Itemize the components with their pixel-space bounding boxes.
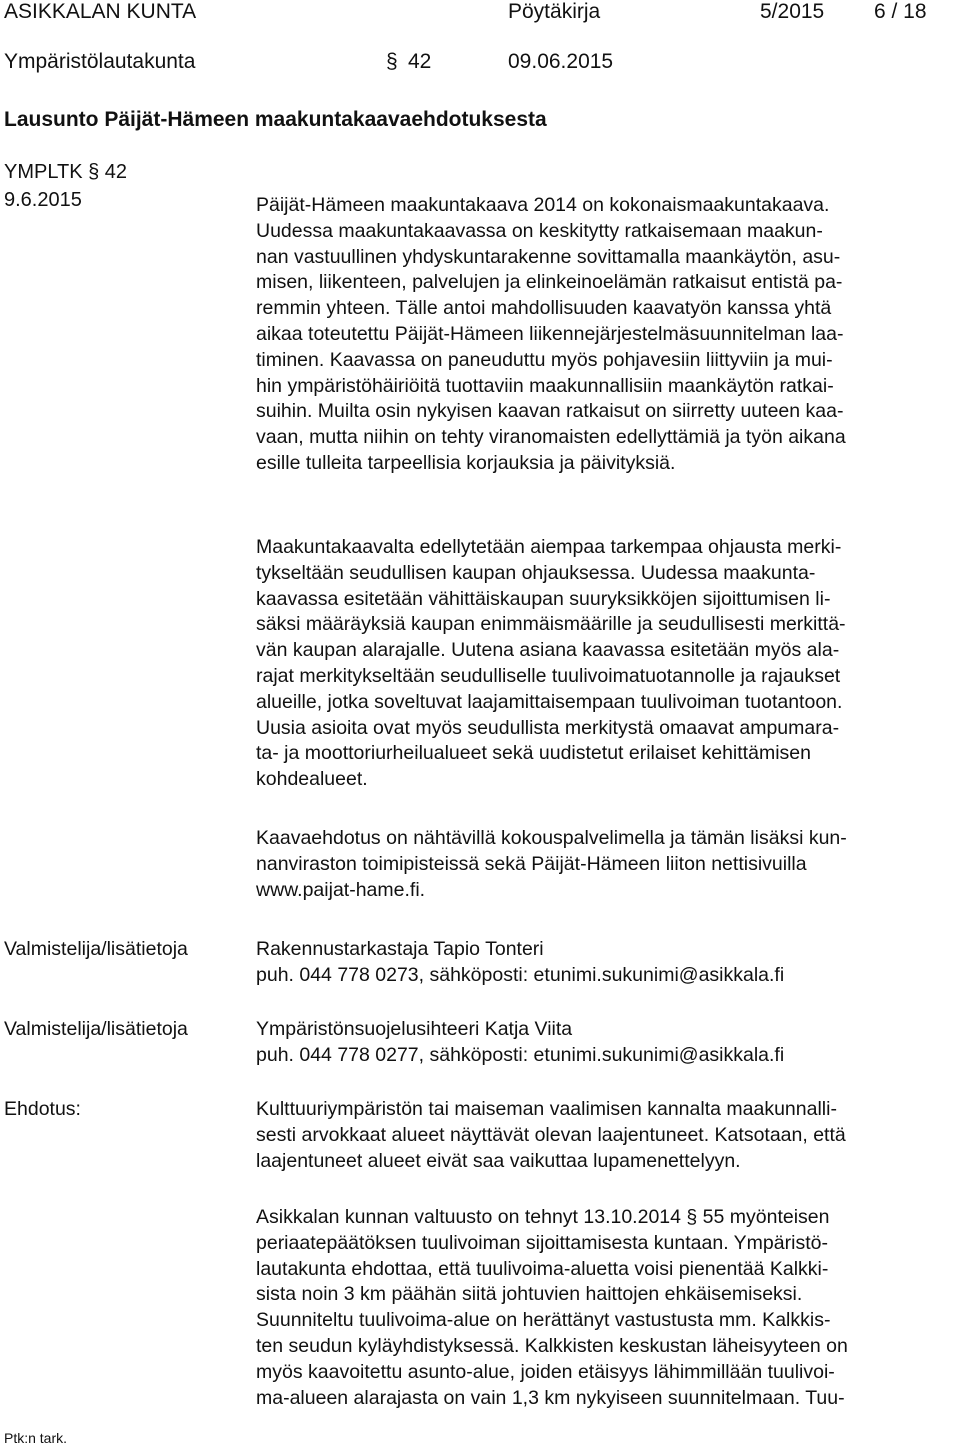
contact-details: puh. 044 778 0273, sähköposti: etunimi.sukunimi@asikkala.fi: [256, 963, 785, 986]
text-line: nan vastuullinen yhdyskuntarakenne sovittamalla maankäytön, asu-: [256, 245, 841, 268]
doc-type: Pöytäkirja: [508, 0, 601, 23]
text-line: Kulttuuriympäristön tai maiseman vaalimisen kannalta maakunnalli-: [256, 1098, 837, 1120]
text-line: timinen. Kaavassa on paneuduttu myös pohjavesiin liittyviin ja mui-: [256, 348, 833, 371]
paragraph-retail: [256, 535, 956, 793]
reference-line: [4, 160, 127, 184]
text-line: ta- ja moottoriurheilualueet sekä uudistetut erilaiset kehittämisen: [256, 742, 811, 765]
text-line: ten seudun kyläyhdistyksessä. Kalkkisten keskustan läheisyyteen on: [256, 1334, 848, 1357]
text-line: alueille, jotka soveltuvat laajamittaisempaan tuulivoiman tuotantoon.: [256, 690, 843, 713]
text-line: suihin. Muilta osin nykyisen kaavan ratkaisut on siirretty uuteen kaa-: [256, 400, 844, 423]
meeting-date: 09.06.2015: [508, 50, 614, 73]
text-line: vän kaupan alarajalle. Uutena asiana kaavassa esitetään myös ala-: [256, 639, 840, 662]
text-line: rajat merkitykseltään seudulliselle tuulivoimatuotannolle ja rajaukset: [256, 664, 841, 687]
contact-name: Ympäristönsuojelusihteeri Katja Viita: [256, 1018, 573, 1040]
org-name: ASIKKALAN KUNTA: [4, 0, 197, 23]
text-line: Päijät-Hämeen maakuntakaava 2014 on kokonaismaakuntakaava.: [256, 194, 830, 216]
text-line: aikaa toteutettu Päijät-Hämeen liikennejärjestelmäsuunnitelman laa-: [256, 322, 844, 345]
text-line: remmin yhteen. Tälle antoi mahdollisuuden kaavatyön kanssa yhtä: [256, 297, 832, 320]
text-line: hin ympäristöhäiriöitä tuottaviin maakunnallisiin maankäytön ratkai-: [256, 374, 834, 397]
contact-label: Valmistelija/lisätietoja: [4, 1018, 188, 1040]
text-line: ma-alueen alarajasta on vain 1,3 km nykyiseen suunnitelmaan. Tuu-: [256, 1386, 845, 1409]
text-line: Asikkalan kunnan valtuusto on tehnyt 13.10.2014 § 55 myönteisen: [256, 1206, 830, 1228]
text-line: tykseltään seudullisen kaupan ohjauksessa. Uudessa maakunta-: [256, 561, 816, 584]
doc-number: 5/2015: [760, 0, 825, 23]
contact-label: Valmistelija/lisätietoja: [4, 938, 188, 960]
text-line: misen, liikenteen, palvelujen ja elinkeinoelämän ratkaisut entistä pa-: [256, 271, 843, 294]
contact-block: [256, 937, 956, 989]
text-line: sista noin 3 km päähän siitä johtuvien haittojen ehkäisemiseksi.: [256, 1283, 803, 1306]
proposal-label: Ehdotus:: [4, 1098, 81, 1120]
contact-block: [256, 1017, 956, 1069]
page-number: 6 / 18: [874, 0, 927, 23]
text-line: kaavassa esitetään vähittäiskaupan suuryksikköjen sijoittumisen li-: [256, 587, 831, 610]
text-line: vaan, mutta niihin on tehty viranomaisten edellyttämiä ja työn aikana: [256, 426, 846, 449]
text-line: nanviraston toimipisteissä sekä Päijät-Hämeen liiton nettisivuilla: [256, 852, 807, 875]
text-line: Uudessa maakuntakaavassa on keskitytty ratkaisemaan maakun-: [256, 219, 823, 242]
reference-date: 9.6.2015: [4, 189, 82, 211]
contact-details: puh. 044 778 0277, sähköposti: etunimi.sukunimi@asikkala.fi: [256, 1043, 785, 1066]
reference-section-sign: §: [88, 161, 100, 183]
section-number: 42: [408, 50, 432, 73]
text-line: säksi määräyksiä kaupan enimmäismäärille ja seudullisesti merkittä-: [256, 613, 846, 636]
text-line: Suunniteltu tuulivoima-alue on herättänyt vastustusta mm. Kalkkis-: [256, 1309, 831, 1332]
checked-marker: Ptk:n tark.: [4, 1430, 68, 1446]
section-sign: §: [386, 50, 398, 73]
text-line: myös kaavoitettu asunto-alue, joiden etäisyys lähimmillään tuulivoi-: [256, 1360, 835, 1383]
text-line: laajentuneet alueet eivät saa vaikuttaa lupamenettelyyn.: [256, 1149, 741, 1172]
proposal-paragraph: [256, 1097, 956, 1174]
text-line: www.paijat-hame.fi.: [256, 878, 426, 901]
reference-code: YMPLTK: [4, 161, 83, 183]
paragraph-intro: [256, 193, 956, 477]
board-name: Ympäristölautakunta: [4, 50, 196, 73]
text-line: kohdealueet.: [256, 768, 368, 791]
text-line: sesti arvokkaat alueet näyttävät olevan laajentuneet. Katsotaan, että: [256, 1123, 846, 1146]
reference-number: 42: [104, 161, 128, 183]
text-line: lautakunta ehdottaa, että tuulivoima-aluetta voisi pienentää Kalkki-: [256, 1257, 829, 1280]
text-line: Uusia asioita ovat myös seudullista merkitystä omaavat ampumara-: [256, 716, 840, 739]
text-line: periaatepäätöksen tuulivoiman sijoittamisesta kuntaan. Ympäristö-: [256, 1231, 828, 1254]
proposal-paragraph: [256, 1205, 956, 1411]
page-title: Lausunto Päijät-Hämeen maakuntakaavaehdotuksesta: [4, 108, 547, 131]
paragraph-availability: [256, 826, 956, 903]
contact-name: Rakennustarkastaja Tapio Tonteri: [256, 938, 544, 960]
text-line: esille tulleita tarpeellisia korjauksia ja päivityksiä.: [256, 451, 676, 474]
text-line: Kaavaehdotus on nähtävillä kokouspalvelimella ja tämän lisäksi kun-: [256, 827, 847, 849]
text-line: Maakuntakaavalta edellytetään aiempaa tarkempaa ohjausta merki-: [256, 536, 842, 558]
